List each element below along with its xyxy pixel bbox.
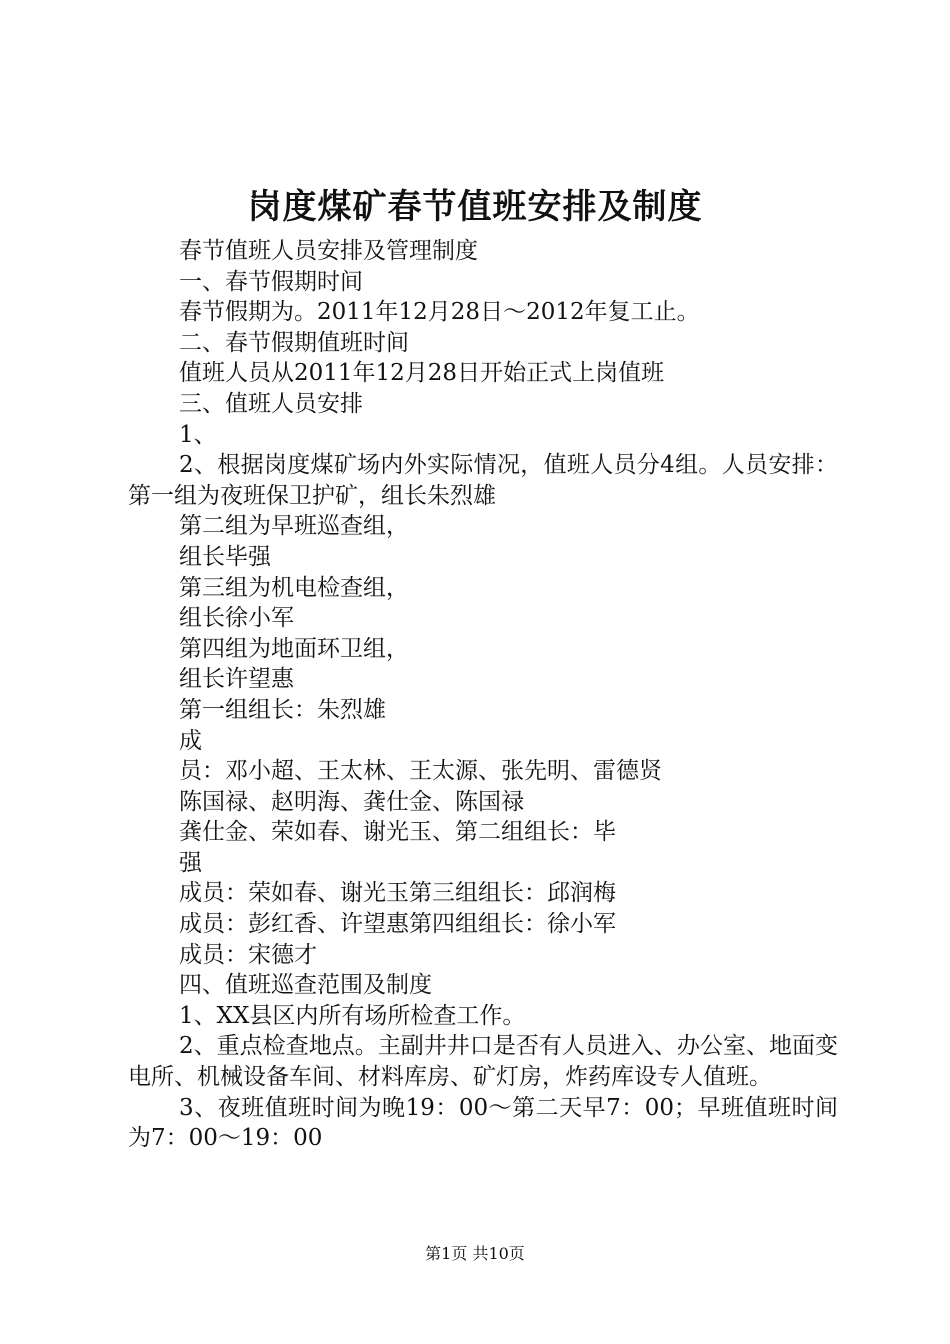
paragraph: 2、根据岗度煤矿场内外实际情况，值班人员分4组。人员安排：第一组为夜班保卫护矿，组长朱烈雄 (128, 452, 838, 509)
paragraph: 强 (179, 849, 202, 876)
paragraph: 春节假期为。2011年12月28日～2012年复工止。 (179, 299, 700, 326)
paragraph: 组长徐小军 (179, 605, 294, 632)
section-heading: 三、值班人员安排 (179, 390, 363, 417)
document-title: 岗度煤矿春节值班安排及制度 (247, 187, 703, 227)
paragraph: 3、夜班值班时间为晚19：00～第二天早7：00；早班值班时间为7：00～19：00 (128, 1094, 838, 1152)
paragraph: 成员：宋德才 (179, 941, 317, 968)
paragraph: 员：邓小超、王太林、王太源、张先明、雷德贤 (179, 758, 662, 785)
page-number: 第1页 共10页 (425, 1244, 525, 1263)
section-heading: 二、春节假期值班时间 (179, 329, 409, 356)
section-heading: 一、春节假期时间 (179, 268, 363, 295)
paragraph: 组长毕强 (179, 543, 271, 570)
paragraph: 1、XX县区内所有场所检查工作。 (179, 1002, 526, 1029)
paragraph: 组长许望惠 (179, 666, 294, 693)
paragraph: 成 (179, 727, 202, 754)
paragraph: 成员：彭红香、许望惠第四组组长：徐小军 (179, 911, 616, 938)
paragraph: 第一组组长：朱烈雄 (179, 696, 386, 723)
paragraph: 第二组为早班巡查组， (179, 513, 409, 540)
paragraph: 第四组为地面环卫组， (179, 635, 409, 662)
paragraph: 成员：荣如春、谢光玉第三组组长：邱润梅 (179, 880, 616, 907)
paragraph: 第三组为机电检查组， (179, 574, 409, 601)
paragraph: 龚仕金、荣如春、谢光玉、第二组组长：毕 (179, 819, 616, 846)
section-heading: 四、值班巡查范围及制度 (179, 972, 432, 999)
paragraph: 春节值班人员安排及管理制度 (179, 238, 478, 264)
document-body (128, 236, 838, 1154)
paragraph: 陈国禄、赵明海、龚仕金、陈国禄 (179, 788, 524, 815)
paragraph: 值班人员从2011年12月28日开始正式上岗值班 (179, 360, 665, 387)
paragraph: 2、重点检查地点。主副井井口是否有人员进入、办公室、地面变电所、机械设备车间、材料库房、矿灯房，炸药库设专人值班。 (128, 1033, 838, 1091)
paragraph: 1、 (179, 421, 217, 448)
